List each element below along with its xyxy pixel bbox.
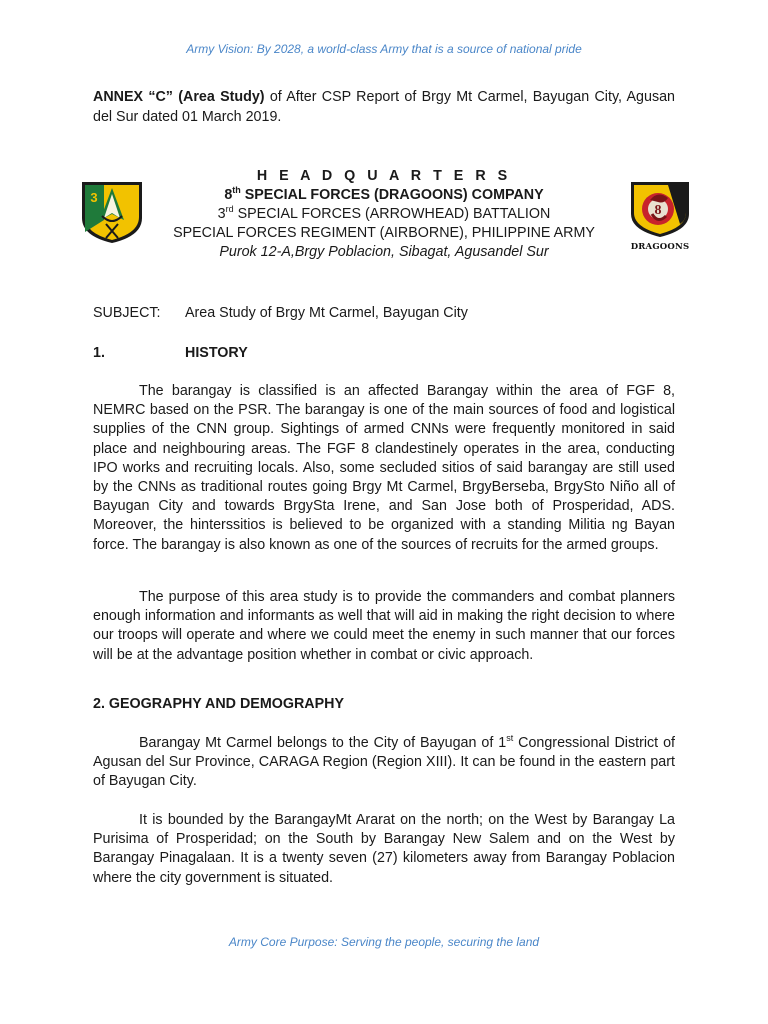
dragoons-caption: DRAGOONS (630, 242, 690, 252)
geography-paragraph-2: It is bounded by the BarangayMt Ararat on the north; on the West by Barangay La Purisima of Prosperidad; on the South by Barangay New Salem and on the West by Barangay Pinagalaan. It is a twenty seven (27) kilometers away from Barangay Poblacion where the city government is situated. (93, 812, 675, 886)
battalion-rest: SPECIAL FORCES (ARROWHEAD) BATTALION (233, 206, 551, 222)
subject-label: SUBJECT: (93, 305, 161, 321)
company-number: 8 (224, 187, 233, 203)
dragoons-company-logo (628, 180, 692, 252)
regiment-name: SPECIAL FORCES REGIMENT (AIRBORNE), PHILIPPINE ARMY (173, 225, 595, 241)
section-history-heading (93, 345, 248, 361)
headquarters-title: H E A D Q U A R T E R S (256, 168, 512, 184)
section-geography-heading: 2. GEOGRAPHY AND DEMOGRAPHY (93, 696, 345, 712)
geography-paragraph-1 (93, 734, 675, 792)
army-vision-header: Army Vision: By 2028, a world-class Army that is a source of national pride (186, 42, 582, 56)
annex-text: of After CSP Report of Brgy Mt Carmel, Bayugan City, Agusan del Sur dated 01 March 2019. (93, 89, 675, 125)
letterhead (130, 167, 638, 262)
company-rest: SPECIAL FORCES (DRAGOONS) COMPANY (240, 187, 544, 203)
battalion-name (130, 205, 638, 224)
annex-line (93, 87, 675, 127)
battalion-number: 3 (217, 206, 226, 222)
dragoon-emblem-icon (628, 180, 692, 238)
geo-text-end: Congressional District of Agusan del Sur Province, CARAGA Region (Region XIII). It can be found in the eastern part of Bayugan City. (93, 735, 675, 790)
section-number: 1. (93, 345, 105, 361)
subject-text: Area Study of Brgy Mt Carmel, Bayugan City (185, 305, 468, 321)
company-name (130, 186, 638, 205)
section-title: HISTORY (185, 345, 248, 361)
unit-address: Purok 12-A,Brgy Poblacion, Sibagat, Agusandel Sur (219, 244, 549, 260)
battalion-ordinal: rd (225, 204, 234, 215)
logo-number: 3 (90, 190, 98, 205)
geo-text-start: Barangay Mt Carmel belongs to the City of Bayugan of 1 (139, 735, 507, 751)
geo-ordinal: st (506, 733, 514, 744)
army-core-purpose-footer: Army Core Purpose: Serving the people, securing the land (228, 935, 540, 949)
dragoon-number: 8 (654, 203, 662, 218)
company-ordinal: th (232, 185, 241, 196)
annex-label: ANNEX “C” (Area Study) (93, 89, 265, 105)
history-paragraph-2: The purpose of this area study is to provide the commanders and combat planners enough information and informants as well that will aid in making the right decision to where our troops will operate and where we could meet the enemy in such manner that our forces will be at the advantage position whether in combat or civic approach. (93, 589, 675, 663)
history-paragraph-1: The barangay is classified is an affected Barangay within the area of FGF 8, NEMRC based on the PSR. The barangay is one of the main sources of food and logistical supplies of the CNN group. Sightings of armed CNNs were frequently monitored in said place and neighbouring areas. The FGF 8 clandestinely operates in the area, conducting IPO works and recruiting locals. Also, some secluded sitios of said barangay are still used by the CNNs as traditional routes going Brgy Mt Carmel, BrgyBerseba, BrgySto Niño all of Bayugan City and towards BrgySta Irene, and San Jose both of Prosperidad, ADS. Moreover, the hinterssitios is believed to be organized with a standing Militia ng Bayan force. The barangay is also known as one of the sources of recruits for the armed groups. (93, 383, 675, 553)
subject-line (93, 305, 468, 321)
